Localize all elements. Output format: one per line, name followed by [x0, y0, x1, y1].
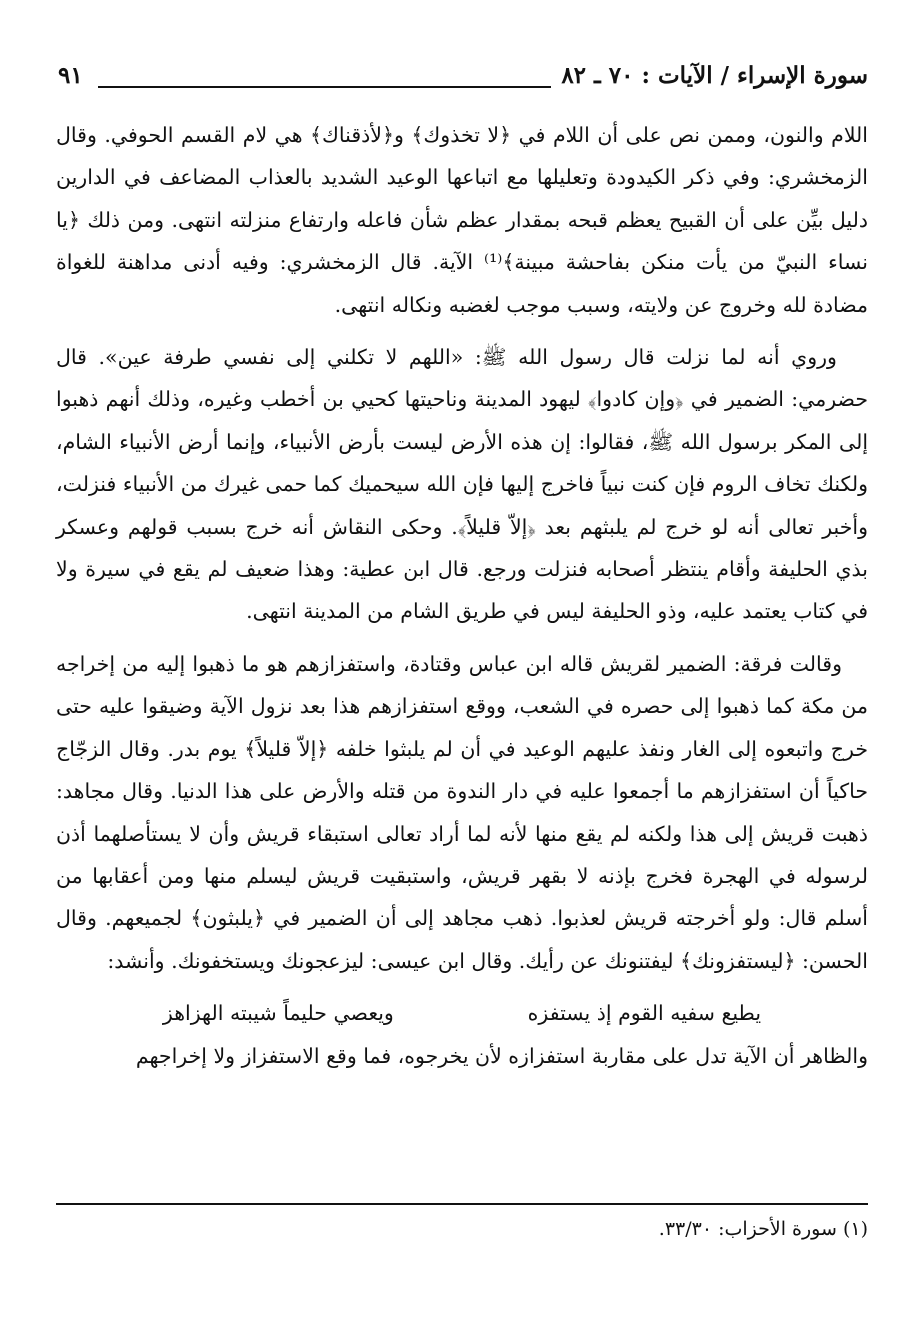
paragraph-4 — [56, 1035, 868, 1077]
main-text — [56, 114, 868, 1087]
text-line: وروي أنه لما نزلت قال رسول الله ﷺ: «اللهم لا تكلني إلى نفسي طرفة عين». قال — [56, 345, 837, 370]
footnote-rule — [56, 1203, 868, 1205]
text-line: الحوفي. وقال الزمخشري: وفي ذكر الكيدودة وتعليلها مع اتباعها الوعيد الشديد بالعذاب — [56, 123, 868, 190]
text-line: يوم بدر. وقال الزجّاج حاكياً أن استفزازهم ما أجمعوا عليه في دار الندوة من قتله والأرض — [56, 736, 868, 804]
text-line: المضاعف في الدارين دليل بيِّن على أن القبيح يعظم قبحه بمقدار عظم شأن فاعله وارتفاع — [56, 165, 868, 232]
verse-hemistich-left: ويعصي حليماً شيبته الهزاهز — [162, 1001, 394, 1026]
text-line: عن رأيك. وقال ابن عيسى: ليزعجونك ويستخفونك. وأنشد: — [107, 948, 599, 973]
paragraph-2 — [56, 336, 868, 633]
text-line: أرض الأنبياء الشام، ولكنك تخاف الروم فإن كنت نبياً فاخرج إليها فإن الله سيحميك كما — [56, 429, 869, 497]
text-line: وقالت فرقة: الضمير لقريش قاله ابن عباس وقتادة، واستفزازهم هو ما ذهبوا إليه من — [115, 651, 842, 676]
text-line: حمى غيرك من الأنبياء فنزلت، وأخبر تعالى أنه لو خرج لم يلبثهم بعد ﴿إلاّ قليلاً﴾. وحكى — [56, 472, 868, 539]
page-number: ٩١ — [58, 62, 89, 89]
text-line: اللام والنون، وممن نص على أن اللام في ﴿لا تخذوك﴾ و﴿لأذقناك﴾ هي لام القسم — [173, 123, 868, 147]
verse-hemistich-right: يطيع سفيه القوم إذ يستفزه — [527, 1001, 762, 1026]
text-line: النقاش أنه خرج بسبب قولهم وعسكر بذي الحليفة وأقام ينتظر أصحابه فنزلت ورجع. قال — [56, 514, 869, 582]
poetry-verse — [96, 992, 828, 1034]
paragraph-3 — [56, 643, 868, 982]
text-line: طريق الشام من المدينة انتهى. — [246, 599, 507, 624]
text-line: الزمخشري: وفيه أدنى مداهنة للغواة مضادة لله وخروج عن ولايته، وسبب موجب لغضبه — [56, 250, 868, 317]
text-line: مجاهد إلى أن الضمير في ﴿يلبثون﴾ لجميعهم. وقال الحسن: ﴿ليستفزونك﴾ ليفتنونك — [56, 906, 868, 973]
running-header — [58, 62, 868, 98]
footnote: (١) سورة الأحزاب: ٣٣/٣٠. — [658, 1218, 868, 1240]
text-line: واستبقيت قريش ليسلم منها ومن أعقابها من أسلم قال: ولو أخرجته قريش لعذبوا. ذهب — [56, 863, 868, 931]
text-line: ونكاله انتهى. — [334, 292, 443, 317]
text-line: إخراجه من مكة كما ذهبوا إلى حصره في الشعب، ووقع استفزازهم هذا بعد نزول الآية — [56, 651, 868, 719]
text-line: وضيقوا عليه حتى خرج واتبعوه إلى الغار ونفذ عليهم الوعيد في أن لم يلبثوا خلفه ﴿إلاّ قليلاً﴾ — [56, 694, 869, 761]
text-line: منزلته انتهى. ومن ذلك ﴿يا نساء النبيّ من يأت منكن بفاحشة مبينة﴾⁽¹⁾ الآية. قال — [56, 207, 868, 275]
text-line: على هذا الدنيا. وقال مجاهد: ذهبت قريش إلى هذا ولكنه لم يقع منها لأنه لما أراد تعالى — [56, 779, 868, 846]
header-title: سورة الإسراء / الآيات : ٧٠ ـ ٨٢ — [551, 62, 868, 89]
text-line: أنهم ذهبوا إلى المكر برسول الله ﷺ، فقالوا: إن هذه الأرض ليست بأرض الأنبياء، وإنما — [56, 387, 869, 454]
text-line: استبقاء قريش وأن لا يستأصلهما أذن لرسوله في الهجرة فخرج بإذنه لا بقهر قريش، — [56, 821, 868, 888]
text-line: والظاهر أن الآية تدل على مقاربة استفزازه لأن يخرجوه، فما وقع الاستفزاز ولا إخراجهم — [135, 1043, 868, 1068]
paragraph-1 — [56, 114, 868, 326]
text-line: حضرمي: الضمير في ﴿وإن كادوا﴾ ليهود المدينة وناحيتها كحيي بن أخطب وغيره، وذلك — [140, 387, 869, 412]
text-line: ابن عطية: وهذا ضعيف لم يقع في سيرة ولا في كتاب يعتمد عليه، وذو الحليفة ليس في — [56, 557, 868, 624]
